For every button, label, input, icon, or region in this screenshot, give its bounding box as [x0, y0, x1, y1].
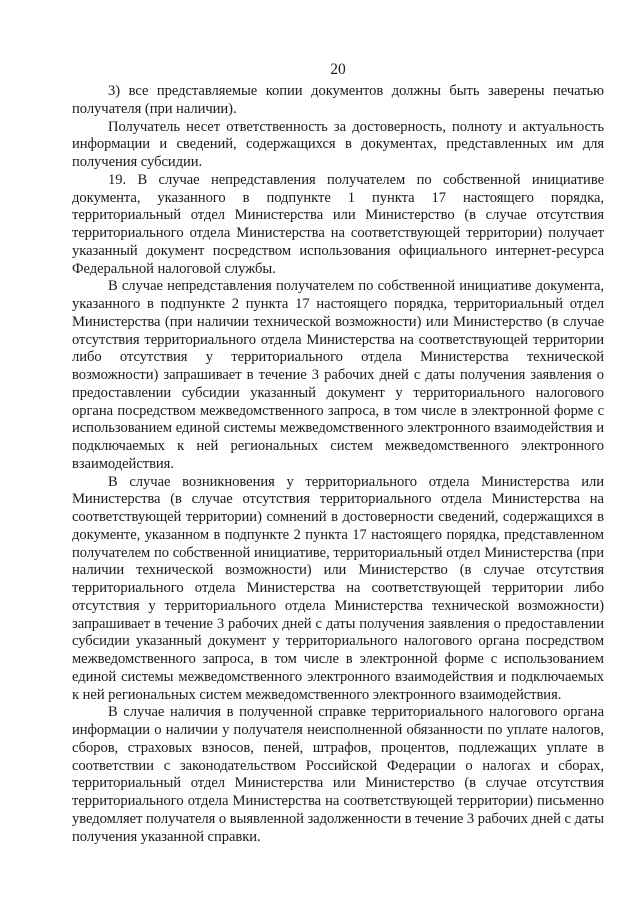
page-number: 20: [330, 61, 346, 78]
paragraph-recipient-responsibility: Получатель несет ответственность за достоверность, полноту и актуальность информации и сведений, содержащихся в документах, представленных им для получения субсидии.: [72, 118, 604, 170]
paragraph-debt-notification: В случае наличия в полученной справке территориального налогового органа информации о наличии у получателя неисполненной обязанности по уплате налогов, сборов, страховых взносов, пеней, штрафов, процентов, подлежащих уплате в соответствии с законодательством Российской Федерации о налогах и сборах, территориальный отдел Министерства или Министерство (в случае отсутствия территориального отдела Министерства на соответствующей территории) письменно уведомляет получателя о выявленной задолженности в течение 3 рабочих дней с даты получения указанной справки.: [72, 704, 604, 845]
paragraph-copies-certification: 3) все представляемые копии документов должны быть заверены печатью получателя (при наличии).: [72, 83, 604, 117]
paragraph-item-19: 19. В случае непредставления получателем по собственной инициативе документа, указанного в подпункте 1 пункта 17 настоящего порядка, территориальный отдел Министерства или Министерство (в случае отсутствия территориального отдела Министерства на соответствующей территории) получает указанный документ посредством использования официального интернет-ресурса Федеральной налоговой службы.: [72, 171, 604, 277]
paragraph-subitem-2-request: В случае непредставления получателем по собственной инициативе документа, указанного в подпункте 2 пункта 17 настоящего порядка, территориальный отдел Министерства (при наличии технической возможности) или Министерство (в случае отсутствия территориального отдела Министерства на соответствующей территории либо отсутствия у территориального отдела Министерства технической возможности) запрашивает в течение 3 рабочих дней с даты получения заявления о предоставлении субсидии указанный документ у территориального налогового органа посредством межведомственного запроса, в том числе в электронной форме с использованием единой системы межведомственного электронного взаимодействия и подключаемых к ней региональных систем межведомственного электронного взаимодействия.: [72, 278, 604, 472]
paragraph-doubts-request: В случае возникновения у территориального отдела Министерства или Министерства (в случае отсутствия территориального отдела Министерства на соответствующей территории) сомнений в достоверности сведений, содержащихся в документе, указанном в подпункте 2 пункта 17 настоящего порядка, представленном получателем по собственной инициативе, территориальный отдел Министерства (при наличии технической возможности) или Министерство (в случае отсутствия территориального отдела Министерства на соответствующей территории либо отсутствия у территориального отдела Министерства технической возможности) запрашивает в течение 3 рабочих дней с даты получения заявления о предоставлении субсидии указанный документ у территориального налогового органа посредством межведомственного запроса, в том числе в электронной форме с использованием единой системы межведомственного электронного взаимодействия и подключаемых к ней региональных систем межведомственного электронного взаимодействия.: [72, 473, 604, 703]
